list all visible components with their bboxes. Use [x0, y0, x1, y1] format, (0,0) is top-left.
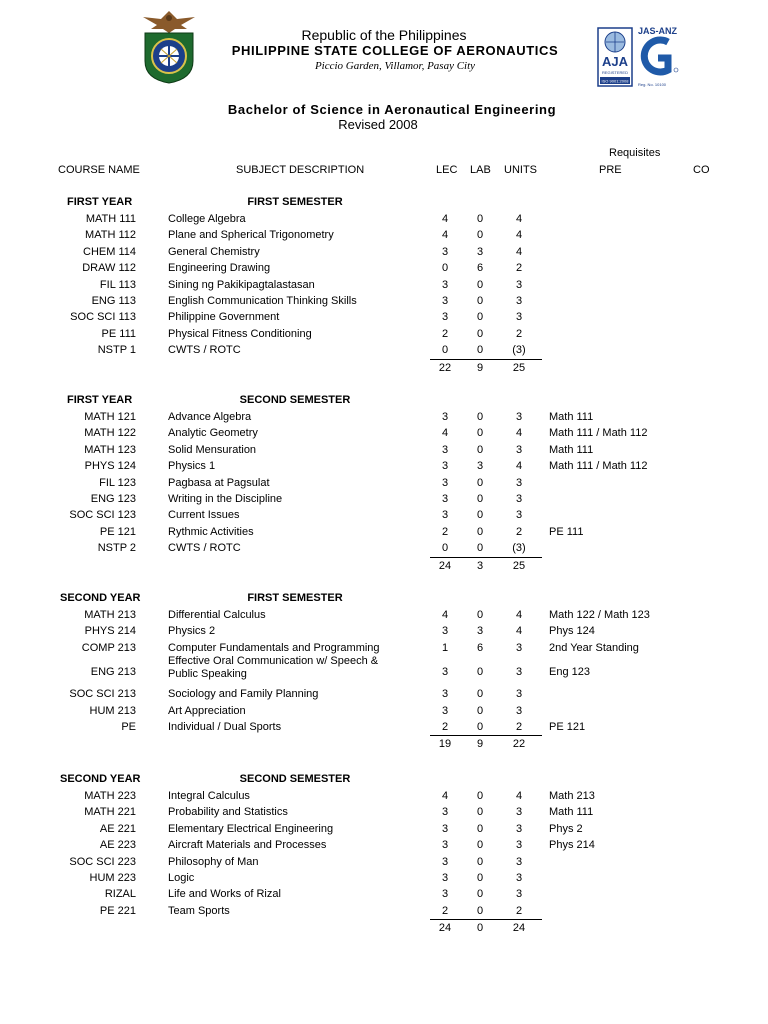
- lec-hours: 3: [441, 625, 449, 638]
- lec-hours: 3: [441, 411, 449, 423]
- requisites-header: Requisites: [609, 147, 661, 159]
- units-value: 3: [515, 822, 523, 835]
- course-code: MATH 213: [84, 609, 136, 621]
- units-value: 3: [515, 855, 523, 868]
- subject-description: Integral Calculus: [168, 790, 250, 802]
- prerequisite: Math 111: [549, 806, 594, 819]
- lec-hours: 3: [441, 839, 449, 852]
- lec-hours: 3: [441, 806, 449, 819]
- subject-description: Life and Works of Rizal: [168, 888, 281, 901]
- lab-hours: 0: [476, 855, 484, 868]
- units-value: 3: [515, 665, 523, 678]
- units-value: 2: [515, 262, 523, 275]
- lec-hours: 3: [441, 872, 449, 884]
- units-value: 4: [515, 245, 523, 258]
- subject-description: Analytic Geometry: [168, 427, 258, 440]
- lab-hours: 0: [476, 327, 484, 340]
- course-code: ENG 123: [90, 493, 136, 505]
- lec-header: LEC: [436, 164, 458, 176]
- lec-hours: 4: [441, 229, 449, 242]
- course-code: NSTP 2: [97, 542, 136, 555]
- lab-hours: 0: [476, 344, 484, 357]
- totals-rule: [430, 359, 542, 360]
- units-value: 3: [515, 411, 523, 423]
- prerequisite: Math 213: [549, 790, 595, 802]
- lab-hours: 0: [476, 525, 484, 538]
- lab-hours: 6: [476, 262, 484, 275]
- units-value: 4: [515, 790, 523, 802]
- subject-description: Individual / Dual Sports: [168, 721, 282, 733]
- subject-description: Logic: [168, 872, 195, 884]
- course-name-header: COURSE NAME: [58, 164, 140, 176]
- total-lec: 24: [438, 559, 452, 572]
- totals-rule: [430, 557, 542, 558]
- subject-description: Physical Fitness Conditioning: [168, 327, 312, 340]
- course-code: AE 221: [99, 822, 136, 835]
- prerequisite: Phys 2: [549, 822, 583, 835]
- lec-hours: 4: [441, 609, 449, 621]
- units-value: 4: [515, 213, 523, 225]
- course-code: DRAW 112: [82, 262, 136, 275]
- cert-top-text: JAS-ANZ: [638, 26, 678, 36]
- course-code: MATH 111: [85, 213, 136, 225]
- units-value: 2: [515, 327, 523, 340]
- lab-hours: 0: [476, 822, 484, 835]
- program-title: Bachelor of Science in Aeronautical Engineering: [227, 102, 557, 117]
- lab-hours: 0: [476, 688, 484, 701]
- republic-line: Republic of the Philippines: [301, 27, 467, 43]
- subject-description: English Communication Thinking Skills: [168, 295, 357, 307]
- units-header: UNITS: [504, 164, 537, 176]
- prerequisite: Math 111: [549, 443, 594, 456]
- course-code: COMP 213: [81, 641, 136, 654]
- units-value: 3: [515, 493, 523, 505]
- lec-hours: 3: [441, 509, 449, 522]
- subject-description: Aircraft Materials and Processes: [168, 839, 327, 852]
- totals-rule: [430, 919, 542, 920]
- subject-description: Physics 2: [168, 625, 216, 638]
- course-code: MATH 223: [84, 790, 136, 802]
- course-code: NSTP 1: [97, 344, 136, 357]
- course-code: ENG 213: [90, 665, 136, 678]
- subject-description: Solid Mensuration: [168, 443, 257, 456]
- subject-description: Plane and Spherical Trigonometry: [168, 229, 334, 242]
- prerequisite: PE 121: [549, 721, 586, 733]
- units-value: 2: [515, 904, 523, 917]
- lec-hours: 4: [441, 213, 449, 225]
- revision-label: Revised 2008: [338, 117, 418, 132]
- lab-hours: 0: [476, 704, 484, 717]
- lab-hours: 0: [476, 509, 484, 522]
- subject-description: CWTS / ROTC: [168, 542, 241, 555]
- lec-hours: 1: [441, 641, 449, 654]
- lec-hours: 3: [441, 476, 449, 489]
- lec-hours: 3: [441, 688, 449, 701]
- units-value: (3): [512, 344, 526, 357]
- prerequisite: 2nd Year Standing: [549, 641, 639, 654]
- lec-hours: 2: [441, 721, 449, 733]
- lec-hours: 4: [441, 427, 449, 440]
- units-value: 2: [515, 525, 523, 538]
- prerequisite: Eng 123: [549, 665, 590, 678]
- semester-label: SECOND SEMESTER: [239, 394, 351, 406]
- course-code: SOC SCI 223: [69, 855, 136, 868]
- pre-header: PRE: [599, 164, 622, 176]
- semester-label: FIRST SEMESTER: [247, 592, 343, 604]
- cert-iso-text: ISO 9001:2008: [601, 78, 629, 84]
- lab-hours: 3: [476, 625, 484, 638]
- units-value: 2: [515, 721, 523, 733]
- subject-description: Sining ng Pakikipagtalastasan: [168, 278, 315, 291]
- lab-hours: 6: [476, 641, 484, 654]
- total-lec: 22: [438, 361, 452, 374]
- units-value: 3: [515, 509, 523, 522]
- lab-hours: 0: [476, 278, 484, 291]
- totals-rule: [430, 735, 542, 736]
- lab-hours: 0: [476, 872, 484, 884]
- units-value: 3: [515, 295, 523, 307]
- total-lab: 9: [476, 361, 484, 374]
- units-value: (3): [512, 542, 526, 555]
- subject-description: Current Issues: [168, 509, 240, 522]
- cert-registered-text: REGISTERED: [601, 70, 629, 75]
- subject-description: Philosophy of Man: [168, 855, 259, 868]
- units-value: 4: [515, 229, 523, 242]
- units-value: 3: [515, 839, 523, 852]
- lab-hours: 0: [476, 411, 484, 423]
- subject-description: Rythmic Activities: [168, 525, 254, 538]
- course-code: MATH 123: [84, 443, 136, 456]
- lec-hours: 3: [441, 704, 449, 717]
- subject-description: College Algebra: [168, 213, 246, 225]
- co-header: CO: [693, 164, 710, 176]
- total-units: 24: [512, 922, 526, 935]
- course-code: PE: [121, 721, 136, 733]
- lab-hours: 0: [476, 213, 484, 225]
- prerequisite: Math 122 / Math 123: [549, 609, 650, 621]
- total-units: 25: [512, 559, 526, 572]
- subject-description: Art Appreciation: [168, 704, 246, 717]
- certification-logo: [596, 24, 684, 90]
- lab-hours: 0: [476, 721, 484, 733]
- lec-hours: 3: [441, 493, 449, 505]
- subject-description: Physics 1: [168, 460, 216, 473]
- college-address: Piccio Garden, Villamor, Pasay City: [314, 60, 476, 72]
- course-code: CHEM 114: [83, 245, 136, 258]
- total-lec: 24: [438, 922, 452, 935]
- lec-hours: 3: [441, 665, 449, 678]
- subject-description: CWTS / ROTC: [168, 344, 241, 357]
- prerequisite: PE 111: [549, 525, 584, 538]
- course-code: SOC SCI 113: [70, 311, 136, 324]
- lab-hours: 0: [476, 229, 484, 242]
- units-value: 4: [515, 427, 523, 440]
- course-code: MATH 112: [85, 229, 136, 242]
- course-code: MATH 122: [84, 427, 136, 440]
- year-label: SECOND YEAR: [60, 773, 141, 785]
- subject-description: Pagbasa at Pagsulat: [168, 476, 270, 489]
- lab-hours: 0: [476, 311, 484, 324]
- units-value: 3: [515, 641, 523, 654]
- lec-hours: 2: [441, 525, 449, 538]
- lab-header: LAB: [470, 164, 491, 176]
- subject-description: Advance Algebra: [168, 411, 252, 423]
- cert-badge-text: AJA: [601, 54, 629, 69]
- lec-hours: 0: [441, 542, 449, 555]
- units-value: 4: [515, 460, 523, 473]
- lab-hours: 0: [476, 542, 484, 555]
- units-value: 3: [515, 311, 523, 324]
- subject-description: Philippine Government: [168, 311, 280, 324]
- subject-description: Effective Oral Communication w/ Speech & Public Speaking: [168, 655, 379, 681]
- units-value: 3: [515, 443, 523, 456]
- course-code: PHYS 124: [84, 460, 136, 473]
- lab-hours: 0: [476, 295, 484, 307]
- lec-hours: 3: [441, 855, 449, 868]
- course-code: MATH 121: [84, 411, 136, 423]
- units-value: 3: [515, 704, 523, 717]
- lec-hours: 0: [441, 344, 449, 357]
- lec-hours: 4: [441, 790, 449, 802]
- course-code: HUM 223: [89, 872, 136, 884]
- lab-hours: 0: [476, 609, 484, 621]
- lec-hours: 3: [441, 278, 449, 291]
- lab-hours: 0: [476, 443, 484, 456]
- lec-hours: 0: [441, 262, 449, 275]
- total-lab: 9: [476, 738, 484, 751]
- course-code: SOC SCI 213: [69, 688, 136, 701]
- course-code: PHYS 214: [84, 625, 136, 638]
- units-value: 3: [515, 476, 523, 489]
- course-code: AE 223: [99, 839, 136, 852]
- units-value: 3: [515, 872, 523, 884]
- lab-hours: 0: [476, 476, 484, 489]
- course-code: ENG 113: [91, 295, 136, 307]
- prerequisite: Phys 214: [549, 839, 595, 852]
- lec-hours: 3: [441, 460, 449, 473]
- units-value: 4: [515, 609, 523, 621]
- lab-hours: 0: [476, 790, 484, 802]
- units-value: 3: [515, 888, 523, 901]
- lab-hours: 0: [476, 839, 484, 852]
- year-label: FIRST YEAR: [67, 196, 133, 208]
- units-value: 3: [515, 278, 523, 291]
- course-code: FIL 113: [99, 278, 136, 291]
- total-lab: 0: [476, 922, 484, 935]
- course-code: RIZAL: [104, 888, 136, 901]
- total-units: 22: [512, 738, 526, 751]
- subject-description: Writing in the Discipline: [168, 493, 283, 505]
- lec-hours: 3: [441, 245, 449, 258]
- subject-description-header: SUBJECT DESCRIPTION: [236, 164, 365, 176]
- college-name: PHILIPPINE STATE COLLEGE OF AERONAUTICS: [231, 43, 559, 58]
- lec-hours: 3: [441, 295, 449, 307]
- lab-hours: 0: [476, 665, 484, 678]
- cert-reg-text: Reg. No. 10100: [638, 82, 667, 87]
- subject-description: Team Sports: [168, 904, 230, 917]
- lec-hours: 3: [441, 443, 449, 456]
- course-code: PE 111: [101, 327, 136, 340]
- lab-hours: 3: [476, 245, 484, 258]
- lec-hours: 3: [441, 822, 449, 835]
- total-lab: 3: [476, 559, 484, 572]
- prerequisite: Phys 124: [549, 625, 595, 638]
- lec-hours: 2: [441, 904, 449, 917]
- subject-description: Probability and Statistics: [168, 806, 288, 819]
- course-code: FIL 123: [99, 476, 136, 489]
- prerequisite: Math 111 / Math 112: [549, 460, 648, 473]
- course-code: PE 221: [99, 904, 136, 917]
- course-code: PE 121: [99, 525, 136, 538]
- units-value: 3: [515, 806, 523, 819]
- lab-hours: 0: [476, 904, 484, 917]
- lec-hours: 2: [441, 327, 449, 340]
- lab-hours: 3: [476, 460, 484, 473]
- subject-description: Computer Fundamentals and Programming: [168, 641, 380, 654]
- semester-label: FIRST SEMESTER: [247, 196, 343, 208]
- lab-hours: 0: [476, 427, 484, 440]
- lab-hours: 0: [476, 888, 484, 901]
- subject-description: General Chemistry: [168, 245, 260, 258]
- course-code: HUM 213: [89, 704, 136, 717]
- subject-description: Sociology and Family Planning: [168, 688, 319, 701]
- subject-description: Elementary Electrical Engineering: [168, 822, 334, 835]
- total-units: 25: [512, 361, 526, 374]
- year-label: FIRST YEAR: [67, 394, 133, 406]
- subject-description: Differential Calculus: [168, 609, 266, 621]
- subject-description: Engineering Drawing: [168, 262, 271, 275]
- lab-hours: 0: [476, 806, 484, 819]
- lab-hours: 0: [476, 493, 484, 505]
- units-value: 4: [515, 625, 523, 638]
- course-code: MATH 221: [84, 806, 136, 819]
- year-label: SECOND YEAR: [60, 592, 141, 604]
- lec-hours: 3: [441, 311, 449, 324]
- prerequisite: Math 111: [549, 411, 594, 423]
- course-code: SOC SCI 123: [69, 509, 136, 522]
- prerequisite: Math 111 / Math 112: [549, 427, 648, 440]
- semester-label: SECOND SEMESTER: [239, 773, 351, 785]
- total-lec: 19: [438, 738, 452, 751]
- lec-hours: 3: [441, 888, 449, 901]
- units-value: 3: [515, 688, 523, 701]
